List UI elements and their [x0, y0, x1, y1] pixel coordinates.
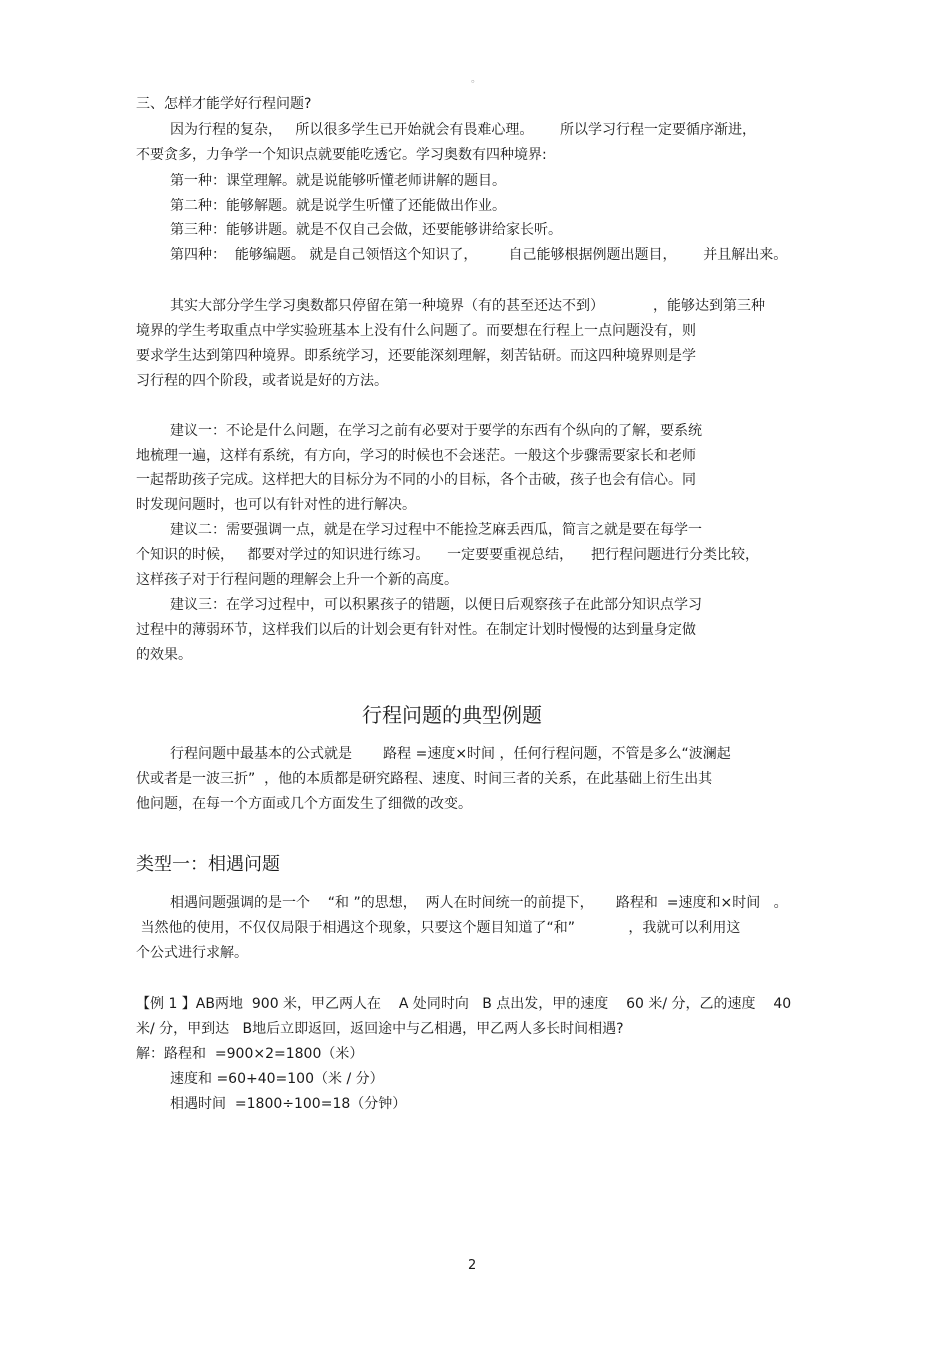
type-paragraph-line: 相遇问题强调的是一个 “和 ”的思想， 两人在时间统一的前提下， 路程和 =速度和×时间 。: [170, 895, 788, 911]
advice-line: 建议一：不论是什么问题，在学习之前有必要对于要学的东西有个纵向的了解，要系统: [170, 423, 702, 439]
advice-line: 建议二：需要强调一点，就是在学习过程中不能捡芝麻丢西瓜，简言之就是要在每学一: [170, 522, 702, 538]
advice-line: 建议三：在学习过程中，可以积累孩子的错题，以便日后观察孩子在此部分知识点学习: [170, 597, 702, 613]
page-number: 2: [468, 1258, 477, 1273]
paragraph-line: 不要贪多，力争学一个知识点就要能吃透它。学习奥数有四种境界:: [136, 147, 547, 163]
paragraph-line: 境界的学生考取重点中学实验班基本上没有什么问题了。而要想在行程上一点问题没有，则: [136, 323, 696, 339]
type-paragraph-line: 当然他的使用，不仅仅局限于相遇这个现象，只要这个题目知道了“和” ，我就可以利用这: [136, 920, 741, 936]
intro-line: 伏或者是一波三折” ，他的本质都是研究路程、速度、时间三者的关系，在此基础上衍生出其: [136, 771, 713, 787]
advice-line: 这样孩子对于行程问题的理解会上升一个新的高度。: [136, 572, 458, 588]
advice-line: 个知识的时候， 都要对学过的知识进行练习。 一定要要重视总结， 把行程问题进行分类比较，: [136, 547, 759, 563]
section-heading: 三、怎样才能学好行程问题?: [136, 96, 312, 112]
level-item: 第二种：能够解题。就是说学生听懂了还能做出作业。: [170, 198, 506, 214]
advice-line: 一起帮助孩子完成。这样把大的目标分为不同的小的目标，各个击破，孩子也会有信心。同: [136, 472, 696, 488]
intro-line: 行程问题中最基本的公式就是 路程 =速度×时间 ，任何行程问题，不管是多么“波澜起: [170, 746, 731, 762]
advice-line: 的效果。: [136, 647, 192, 663]
advice-line: 过程中的薄弱环节，这样我们以后的计划会更有针对性。在制定计划时慢慢的达到量身定做: [136, 622, 696, 638]
type-heading: 类型一：相遇问题: [136, 854, 280, 875]
example-question-line: 米/ 分，甲到达 B地后立即返回，返回途中与乙相遇，甲乙两人多长时间相遇?: [136, 1021, 624, 1037]
advice-line: 时发现问题时，也可以有针对性的进行解决。: [136, 497, 416, 513]
advice-line: 地梳理一遍，这样有系统，有方向，学习的时候也不会迷茫。一般这个步骤需要家长和老师: [136, 448, 696, 464]
header-mark: 。: [471, 74, 481, 85]
paragraph-line: 因为行程的复杂， 所以很多学生已开始就会有畏难心理。 所以学习行程一定要循序渐进，: [170, 122, 757, 138]
level-item: 第一种：课堂理解。就是说能够听懂老师讲解的题目。: [170, 173, 506, 189]
intro-line: 他问题，在每一个方面或几个方面发生了细微的改变。: [136, 796, 472, 812]
solution-line: 解：路程和 =900×2=1800（米）: [136, 1046, 364, 1062]
main-title: 行程问题的典型例题: [362, 703, 542, 727]
paragraph-line: 要求学生达到第四种境界。即系统学习，还要能深刻理解，刻苦钻研。而这四种境界则是学: [136, 348, 696, 364]
example-question-line: 【例 1 】AB两地 900 米，甲乙两人在 A 处同时向 B 点出发，甲的速度 60 米/ 分，乙的速度 40: [136, 996, 792, 1012]
solution-line: 相遇时间 =1800÷100=18（分钟）: [170, 1096, 407, 1112]
paragraph-line: 其实大部分学生学习奥数都只停留在第一种境界（有的甚至还达不到） ，能够达到第三种: [170, 298, 765, 314]
type-paragraph-line: 个公式进行求解。: [136, 945, 248, 961]
solution-line: 速度和 =60+40=100（米 / 分）: [170, 1071, 384, 1087]
level-item: 第三种：能够讲题。就是不仅自己会做，还要能够讲给家长听。: [170, 222, 562, 238]
level-item: 第四种： 能够编题。 就是自己领悟这个知识了， 自己能够根据例题出题目， 并且解出来。: [170, 247, 788, 263]
paragraph-line: 习行程的四个阶段，或者说是好的方法。: [136, 373, 388, 389]
